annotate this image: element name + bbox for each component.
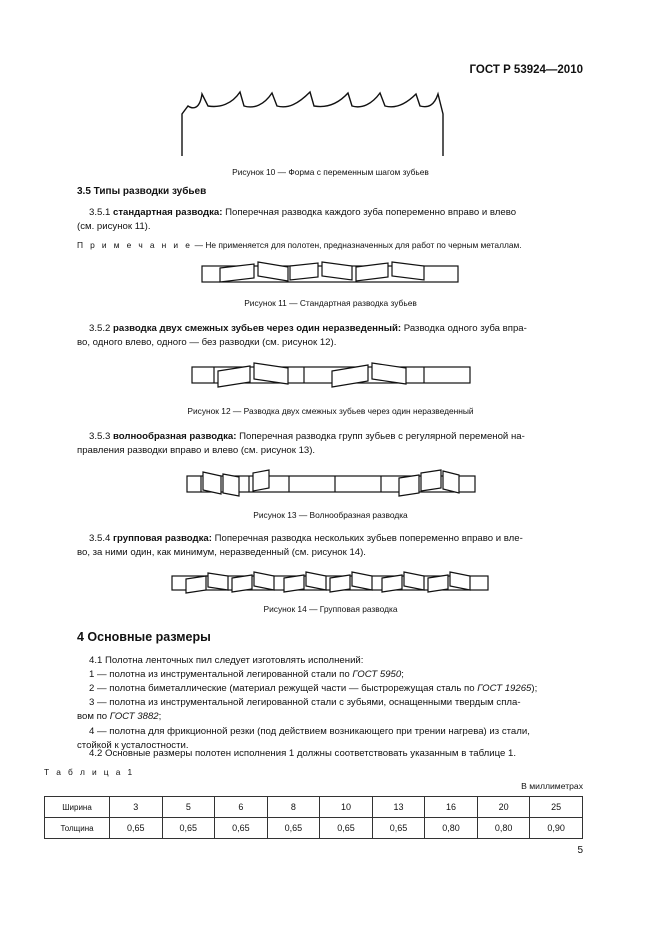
term: групповая разводка: bbox=[113, 533, 212, 544]
table-row-thickness bbox=[45, 818, 583, 839]
term: волнообразная разводка: bbox=[113, 431, 237, 442]
figure-11-standard-set bbox=[202, 258, 458, 290]
item-3-ref: ГОСТ 3882 bbox=[109, 711, 159, 722]
item-3: 3 — полотна из инструментальной легированной стали с зубьями, оснащенными твердым спла- bbox=[89, 697, 521, 708]
item-3-end: ; bbox=[158, 711, 162, 722]
figure-11-caption: Рисунок 11 — Стандартная разводка зубьев bbox=[244, 298, 417, 308]
section-number: 3.5.1 bbox=[89, 207, 111, 218]
section-3-5-3-cont: правления разводки вправо и влево (см. рисунок 13). bbox=[77, 445, 316, 456]
section-3-5-3 bbox=[77, 430, 583, 445]
item-4: 4 — полотна для фрикционной резки (под действием возникающего при трении нагрева) из стали, bbox=[89, 726, 530, 737]
table-cell: 20 bbox=[477, 797, 530, 818]
para-4-2-text: 4.2 Основные размеры полотен исполнения 1 должны соответствовать указанным в таблице 1. bbox=[89, 748, 516, 759]
item-3-cont bbox=[77, 711, 161, 722]
note-label: П р и м е ч а н и е bbox=[77, 240, 193, 250]
item-3-text: вом по bbox=[77, 711, 108, 722]
definition: Поперечная разводка групп зубьев с регулярной переменой на- bbox=[239, 431, 525, 442]
para-4-1: 4.1 Полотна ленточных пил следует изготовлять исполнений: bbox=[89, 655, 364, 666]
item-1-text: 1 — полотна из инструментальной легированной стали по bbox=[89, 669, 350, 680]
table-cell: 0,80 bbox=[425, 818, 478, 839]
item-4-cont: стойкой к усталостности. bbox=[77, 740, 189, 751]
table-cell: 0,65 bbox=[372, 818, 425, 839]
figure-13-caption: Рисунок 13 — Волнообразная разводка bbox=[253, 510, 408, 520]
definition: Разводка одного зуба впра- bbox=[403, 323, 527, 334]
row-header: Толщина bbox=[45, 818, 110, 839]
term: стандартная разводка: bbox=[113, 207, 223, 218]
item-1-end: ; bbox=[401, 669, 404, 680]
table-cell: 0,90 bbox=[530, 818, 583, 839]
section-number: 3.5.4 bbox=[89, 533, 111, 544]
figure-10-variable-pitch bbox=[180, 92, 445, 160]
table-cell: 13 bbox=[372, 797, 425, 818]
figure-14-group-set bbox=[172, 568, 488, 598]
item-1-ref: ГОСТ 5950 bbox=[352, 669, 402, 680]
table-cell: 16 bbox=[425, 797, 478, 818]
section-3-5-1 bbox=[77, 206, 583, 221]
table-cell: 0,65 bbox=[162, 818, 215, 839]
page-number: 5 bbox=[577, 845, 583, 856]
table-1 bbox=[44, 796, 583, 839]
item-1 bbox=[89, 669, 404, 680]
item-2 bbox=[89, 683, 537, 694]
section-number: 3.5.2 bbox=[89, 323, 111, 334]
table-cell: 0,65 bbox=[110, 818, 163, 839]
note bbox=[77, 240, 583, 250]
figure-14-caption: Рисунок 14 — Групповая разводка bbox=[263, 604, 398, 614]
figure-13-wavy-set bbox=[187, 466, 475, 502]
table-1-title: Т а б л и ц а 1 bbox=[44, 767, 135, 777]
section-3-5-2-cont: во, одного влево, одного — без разводки (см. рисунок 12). bbox=[77, 337, 337, 348]
table-cell: 0,65 bbox=[215, 818, 268, 839]
item-2-text: 2 — полотна биметаллические (материал режущей части — быстрорежущая сталь по bbox=[89, 683, 475, 694]
table-row-width bbox=[45, 797, 583, 818]
section-3-5-4-cont: во, за ними один, как минимум, неразведенный (см. рисунок 14). bbox=[77, 547, 366, 558]
table-cell: 5 bbox=[162, 797, 215, 818]
term: разводка двух смежных зубьев через один неразведенный: bbox=[113, 323, 402, 334]
section-4-heading: 4 Основные размеры bbox=[77, 630, 211, 644]
table-cell: 0,80 bbox=[477, 818, 530, 839]
table-cell: 8 bbox=[267, 797, 320, 818]
item-2-ref: ГОСТ 19265 bbox=[477, 683, 532, 694]
table-cell: 3 bbox=[110, 797, 163, 818]
table-cell: 25 bbox=[530, 797, 583, 818]
table-cell: 0,65 bbox=[320, 818, 373, 839]
section-number: 3.5.3 bbox=[89, 431, 111, 442]
table-1-units: В миллиметрах bbox=[521, 781, 583, 791]
section-3-5-1-cont: (см. рисунок 11). bbox=[77, 221, 151, 232]
section-3-5-4 bbox=[77, 532, 583, 547]
document-id: ГОСТ Р 53924—2010 bbox=[469, 64, 583, 76]
definition: Поперечная разводка каждого зуба попеременно вправо и влево bbox=[225, 207, 517, 218]
section-3-5-2 bbox=[77, 322, 583, 337]
table-cell: 0,65 bbox=[267, 818, 320, 839]
table-cell: 6 bbox=[215, 797, 268, 818]
section-3-5-heading: 3.5 Типы разводки зубьев bbox=[77, 186, 207, 197]
definition: Поперечная разводка нескольких зубьев попеременно вправо и вле- bbox=[214, 533, 523, 544]
row-header: Ширина bbox=[45, 797, 110, 818]
note-text: — Не применяется для полотен, предназначенных для работ по черным металлам. bbox=[194, 240, 522, 250]
table-cell: 10 bbox=[320, 797, 373, 818]
figure-12-two-set-one-unset bbox=[192, 358, 470, 392]
figure-10-caption: Рисунок 10 — Форма с переменным шагом зубьев bbox=[232, 167, 429, 177]
figure-12-caption: Рисунок 12 — Разводка двух смежных зубьев через один неразведенный bbox=[187, 406, 474, 416]
item-2-end: ); bbox=[531, 683, 538, 694]
